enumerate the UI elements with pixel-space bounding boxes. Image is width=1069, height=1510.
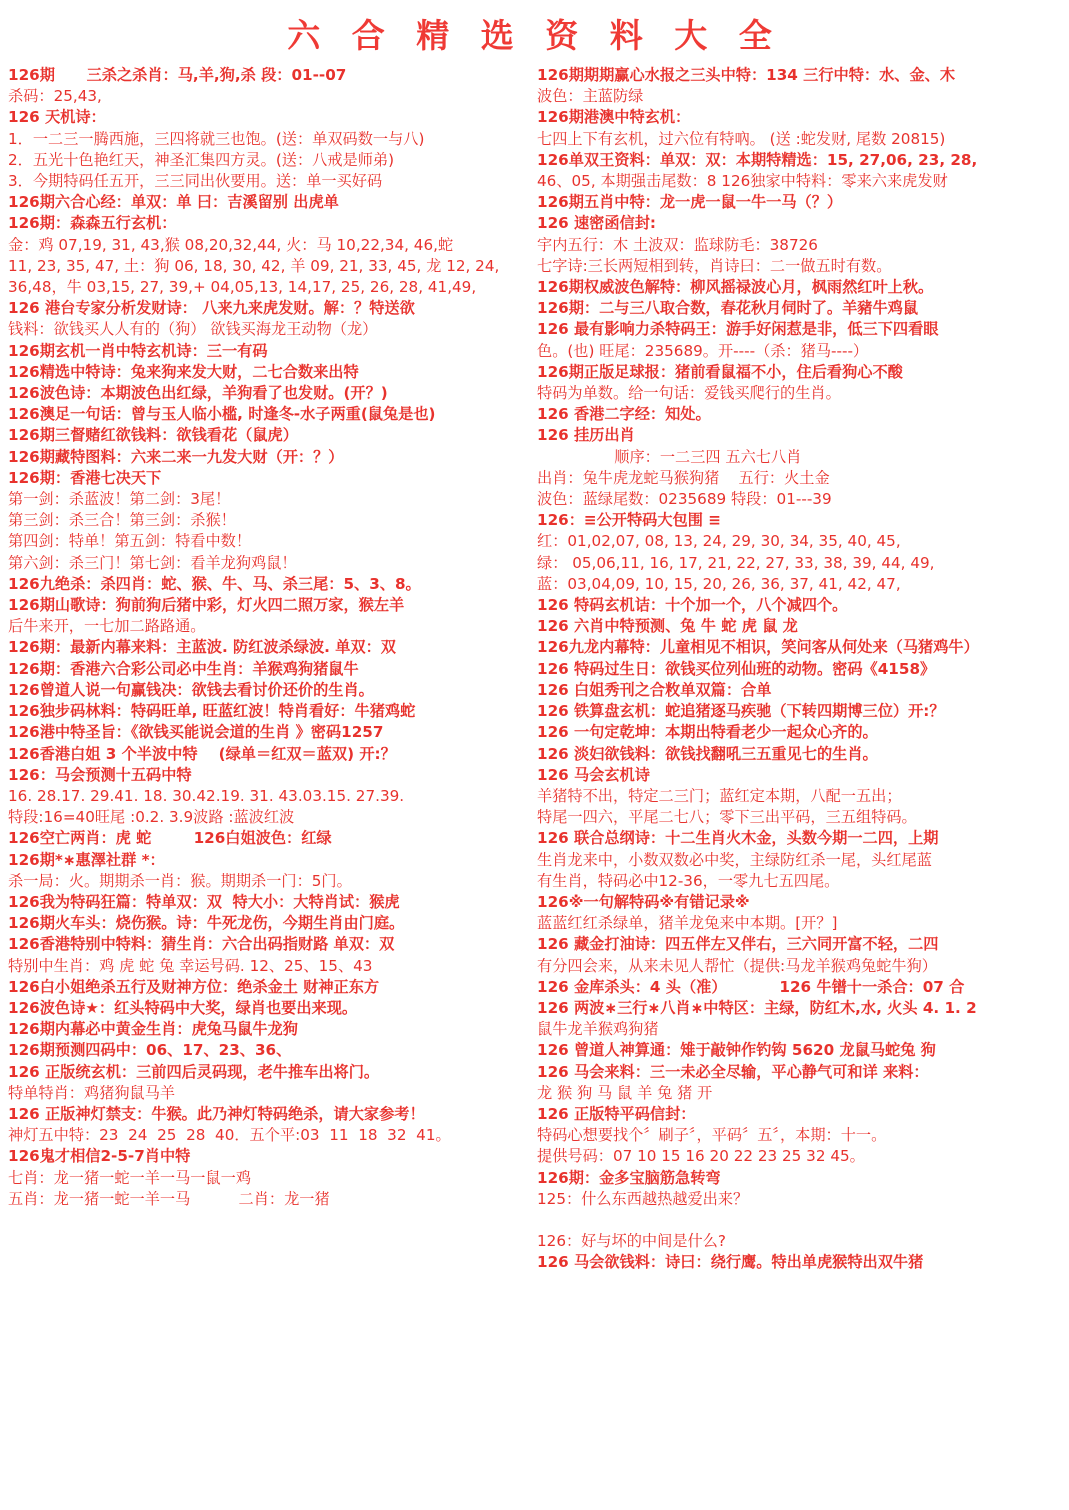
text-line: 126 联合总纲诗：十二生肖火木金，头数今期一二四，上期 xyxy=(537,829,939,848)
text-line: 蓝蓝红红杀绿单，猪羊龙兔来中本期。[开？] xyxy=(537,914,838,933)
text-line: 126白小姐绝杀五行及财神方位：绝杀金土 财神正东方 xyxy=(8,977,380,996)
text-line: 有生肖，特码必中12-36，一零九七五四尾。 xyxy=(537,871,840,890)
text-line: 126 淡妇欲钱料：欲钱找翻吼三五重见七的生肖。 xyxy=(537,744,878,763)
text-line: 126：好与坏的中间是什么? xyxy=(537,1232,726,1251)
text-line: 126空亡两肖：虎 蛇 126白姐波色：红绿 xyxy=(8,829,332,848)
text-line: 126期山歌诗：狗前狗后猪中彩，灯火四二照万家，猴左羊 xyxy=(8,596,405,615)
text-line: 126 特码过生日：欲钱买位列仙班的动物。密码《4158》 xyxy=(537,659,936,678)
text-line: 126期：金多宝脑筋急转弯 xyxy=(537,1168,721,1187)
text-line: 126期三督赌红欲钱料：欲钱看花（鼠虎） xyxy=(8,426,298,445)
text-line: 1．一二三一腾西施，三四将就三也饱。(送：单双码数一与八) xyxy=(8,129,425,148)
text-line: 126 金库杀头：4 头（准） 126 牛镨十一杀合：07 合 xyxy=(537,977,965,996)
text-line: 提供号码：07 10 15 16 20 22 23 25 32 45。 xyxy=(537,1147,865,1166)
text-line: 126期预测四码中：06、17、23、36、 xyxy=(8,1041,292,1060)
text-line: 126独步码林料：特码旺单, 旺蓝红波！特肖看好：牛猪鸡蛇 xyxy=(8,702,416,721)
text-line: 特段:16=40旺尾 :0.2. 3.9波路 :蓝波红波 xyxy=(8,808,295,827)
text-line: 125：什么东西越热越爱出来？ xyxy=(537,1189,749,1208)
text-line: 16. 28.17. 29.41. 18. 30.42.19. 31. 43.03.15. 27.39. xyxy=(8,786,405,805)
text-line: 126 挂历出肖 xyxy=(537,426,635,445)
text-line: 蓝：03,04,09, 10, 15, 20, 26, 36, 37, 41, 42, 47, xyxy=(537,574,901,593)
text-line: 126 特码玄机诘：十个加一个，八个减四个。 xyxy=(537,596,848,615)
text-line: 126波色诗★：红头特码中大奖，绿肖也要出来现。 xyxy=(8,998,358,1017)
text-line: 3．今期特码任五开，三三同出伙要用。送：单一买好码 xyxy=(8,172,383,191)
text-line: 126：马会预测十五码中特 xyxy=(8,765,192,784)
text-line: 126 马会玄机诗 xyxy=(537,765,650,784)
text-line: 36,48，牛 03,15, 27, 39,+ 04,05,13, 14,17, 25, 26, 28, 41,49, xyxy=(8,278,477,297)
text-line: 126 最有影响力杀特码王：游手好闲惹是非，低三下四看眼 xyxy=(537,320,939,339)
text-line: 126精选中特诗：兔来狗来发大财，二七合数来出特 xyxy=(8,362,359,381)
text-line: 特尾一四六，平尾二七八；零下三出平码，三五组特码。 xyxy=(537,808,917,827)
text-line: 绿： 05,06,11, 16, 17, 21, 22, 27, 33, 38, 39, 44, 49, xyxy=(537,553,935,572)
text-line: 126期正版足球报：猪前看鼠福不小，住后看狗心不酸 xyxy=(537,362,903,381)
text-line: 特别中生肖：鸡 虎 蛇 兔 幸运号码. 12、25、15、43 xyxy=(8,956,373,975)
text-line: 特码为单数。给一句话：爱钱买爬行的生肖。 xyxy=(537,384,841,403)
text-line: 46、05, 本期强击尾数：8 126独家中特料：零来六来虎发财 xyxy=(537,172,948,191)
text-line: 126期五肖中特：龙一虎一鼠一牛一马（？） xyxy=(537,193,843,212)
text-line: 126 正版特平码信封： xyxy=(537,1104,696,1123)
text-line: 宇内五行：木 土波双：监球防毛：38726 xyxy=(537,235,818,254)
text-line: 126九龙内幕特：儿童相见不相识，笑问客从何处来（马猪鸡牛） xyxy=(537,638,979,657)
text-line: 126 天机诗： xyxy=(8,108,106,127)
text-line: 126波色诗：本期波色出红绿，羊狗看了也发财。(开？) xyxy=(8,384,388,403)
text-line: 126期 三杀之杀肖：马,羊,狗,杀 段：01--07 xyxy=(8,66,347,84)
text-line: 126期内幕必中黄金生肖：虎兔马鼠牛龙狗 xyxy=(8,1020,298,1039)
text-line: 126香港白姐 3 个半波中特 (绿单＝红双＝蓝双) 开:？ xyxy=(8,744,396,763)
text-line: 羊猪特不出，特定二三门；蓝红定本期，八配一五出； xyxy=(537,786,902,805)
text-line: 杀码：25,43, xyxy=(8,87,102,106)
right-column xyxy=(537,65,1052,1274)
text-line: 126 港台专家分析发财诗： 八来九来虎发财。解：？特送欲 xyxy=(8,299,415,318)
text-line: 有分四会来，从来未见人帮忙（提供:马龙羊猴鸡兔蛇牛狗） xyxy=(537,956,937,975)
text-line: 126期：香港七决天下 xyxy=(8,468,162,487)
text-line: 第六剑：杀三门！第七剑：看羊龙狗鸡鼠！ xyxy=(8,553,297,572)
text-line: 龙 猴 狗 马 鼠 羊 兔 猪 开 xyxy=(537,1083,713,1102)
page-title: 六 合 精 选 资 料 大 全 xyxy=(287,16,782,55)
text-line: 特码心想要找个〞刷子〞，平码〞五〞，本期：十一。 xyxy=(537,1126,887,1145)
text-line: 126 铁算盘玄机：蛇追猪逐马疾驰（下转四期博三位）开:？ xyxy=(537,702,945,721)
text-line: 后牛来开，一七加二路路通。 xyxy=(8,617,206,636)
two-column-layout xyxy=(8,65,1061,1274)
text-line: 126※一句解特码※有错记录※ xyxy=(537,892,750,911)
text-line: 126 一句定乾坤：本期出特看老少一起众心齐的。 xyxy=(537,723,878,742)
text-line: 顺序：一二三四 五六七八肖 xyxy=(537,447,802,466)
text-line: 126期*∗惠澤社群 *： xyxy=(8,850,165,869)
text-line: 第一剑：杀蓝波！第二剑：3尾！ xyxy=(8,490,231,509)
text-line: 126我为特码狂篇：特单双：双 特大小：大特肖试：猴虎 xyxy=(8,892,400,911)
text-line: 2．五光十色艳红天，神圣汇集四方灵。(送：八戒是师弟) xyxy=(8,150,395,169)
text-line: 126鬼才相信2-5-7肖中特 xyxy=(8,1147,191,1166)
text-line: 126澳足一句话：曾与玉人临小槛, 时逢冬-水子两重(鼠兔是也) xyxy=(8,405,436,424)
text-line: 126期藏特图料：六来二来一九发大财（开：？） xyxy=(8,447,344,466)
text-line: 七四上下有玄机，过六位有特吶。 (送 :蛇发财, 尾数 20815) xyxy=(537,129,946,148)
text-line: 126港中特圣旨：《欲钱买能说会道的生肖 》密码1257 xyxy=(8,723,384,742)
text-line: 126 两波∗三行∗八肖∗中特区：主绿，防红木,水, 火头 4. 1. 2 xyxy=(537,998,977,1017)
text-line: 126期火车头：烧伤猴。诗：牛死龙伤，今期生肖由门庭。 xyxy=(8,914,405,933)
text-line: 126九绝杀：杀四肖：蛇、猴、牛、马、杀三尾：5、3、8。 xyxy=(8,574,421,593)
text-line: 126 白姐秀刊之合敉单双篇：合单 xyxy=(537,680,772,699)
text-line: 126期期期赢心水报之三头中特：134 三行中特：水、金、木 xyxy=(537,66,956,84)
text-line: 红：01,02,07, 08, 13, 24, 29, 30, 34, 35, 40, 45, xyxy=(537,532,901,551)
text-line: 神灯五中特：23 24 25 28 40．五个平:03 11 18 32 41。 xyxy=(8,1126,451,1145)
text-line: 第三剑：杀三合！第三剑：杀猴！ xyxy=(8,511,236,530)
text-line: 11, 23, 35, 47, 土：狗 06, 18, 30, 42, 羊 09, 21, 33, 45, 龙 12, 24, xyxy=(8,256,500,275)
text-line: 126 马会来料：三一未必全尽输，平心静气可和详 来料： xyxy=(537,1062,929,1081)
text-line: 五肖：龙一猪一蛇一羊一马 二肖：龙一猪 xyxy=(8,1189,330,1208)
text-line: 126曾道人说一句赢钱决：欲钱去看讨价还价的生肖。 xyxy=(8,680,374,699)
text-line: 126期：森森五行玄机： xyxy=(8,214,177,233)
text-line: 杀一局：火。期期杀一肖：猴。期期杀一门：5门。 xyxy=(8,871,352,890)
text-line: 126 速密函信封: xyxy=(537,214,657,233)
text-line: 鼠牛龙羊猴鸡狗猪 xyxy=(537,1020,659,1039)
text-line: 126期：香港六合彩公司必中生肖：羊猴鸡狗猪鼠牛 xyxy=(8,659,359,678)
text-line: 金：鸡 07,19, 31, 43,猴 08,20,32,44, 火：马 10,22,34, 46,蛇 xyxy=(8,235,454,254)
text-line: 126期港澳中特玄机： xyxy=(537,108,691,127)
text-line: 126：≡公开特码大包围 ≡ xyxy=(537,511,721,530)
text-line: 126 马会欲钱料：诗曰：绕行鹰。特出单虎猴特出双牛猪 xyxy=(537,1253,924,1272)
text-line: 126香港特别中特料：猜生肖：六合出码指财路 单双：双 xyxy=(8,935,395,954)
text-line: 生肖龙来中，小数双数必中奖，主绿防红杀一尾，头红尾蓝 xyxy=(537,850,932,869)
text-line: 126期玄机一肖中特玄机诗：三一有码 xyxy=(8,341,268,360)
text-line: 126 正版神灯禁支：牛猴。此乃神灯特码绝杀，请大家参考！ xyxy=(8,1104,425,1123)
text-line: 波色：主蓝防绿 xyxy=(537,87,644,106)
text-line: 钱料：欲钱买人人有的（狗） 欲钱买海龙王动物（龙） xyxy=(8,320,378,339)
text-line: 第四剑：特单！第五剑：特看中数！ xyxy=(8,532,251,551)
text-line: 色。(也) 旺尾：235689。开----（杀：猪马----） xyxy=(537,341,869,360)
text-line: 126 曾道人神算通：雉于敲钟作钓钩 5620 龙鼠马蛇兔 狗 xyxy=(537,1041,936,1060)
text-line: 特单特肖：鸡猪狗鼠马羊 xyxy=(8,1083,176,1102)
text-line: 126期：最新内幕来料：主蓝波. 防红波杀绿波. 单双：双 xyxy=(8,638,396,657)
text-line: 126期六合心经：单双：单 曰：吉溪留别 出虎单 xyxy=(8,193,339,212)
text-line: 七字诗:三长两短相到转，肖诗曰：二一做五时有数。 xyxy=(537,256,892,275)
text-line: 126期：二与三八取合数，春花秋月伺时了。羊豬牛鸡鼠 xyxy=(537,299,919,318)
left-column xyxy=(8,65,523,1210)
text-line: 七肖：龙一猪一蛇一羊一马一鼠一鸡 xyxy=(8,1168,251,1187)
text-line xyxy=(537,1210,1052,1231)
text-line: 126期权威波色解特：柳风摇禄波心月，枫雨然红叶上秋。 xyxy=(537,278,934,297)
text-line: 126单双王资料：单双：双：本期特精选：15, 27,06, 23, 28, xyxy=(537,150,978,169)
text-line: 波色：蓝绿尾数：0235689 特段：01---39 xyxy=(537,490,832,509)
text-line: 126 藏金打油诗：四五伴左又伴右，三六同开富不轻，二四 xyxy=(537,935,939,954)
text-line: 出肖：兔牛虎龙蛇马猴狗猪 五行：火土金 xyxy=(537,468,830,487)
text-line: 126 六肖中特预测、兔 牛 蛇 虎 鼠 龙 xyxy=(537,617,798,636)
text-line: 126 正版统玄机：三前四后灵码现，老牛推车出将门。 xyxy=(8,1062,380,1081)
text-line: 126 香港二字经：知处。 xyxy=(537,405,711,424)
